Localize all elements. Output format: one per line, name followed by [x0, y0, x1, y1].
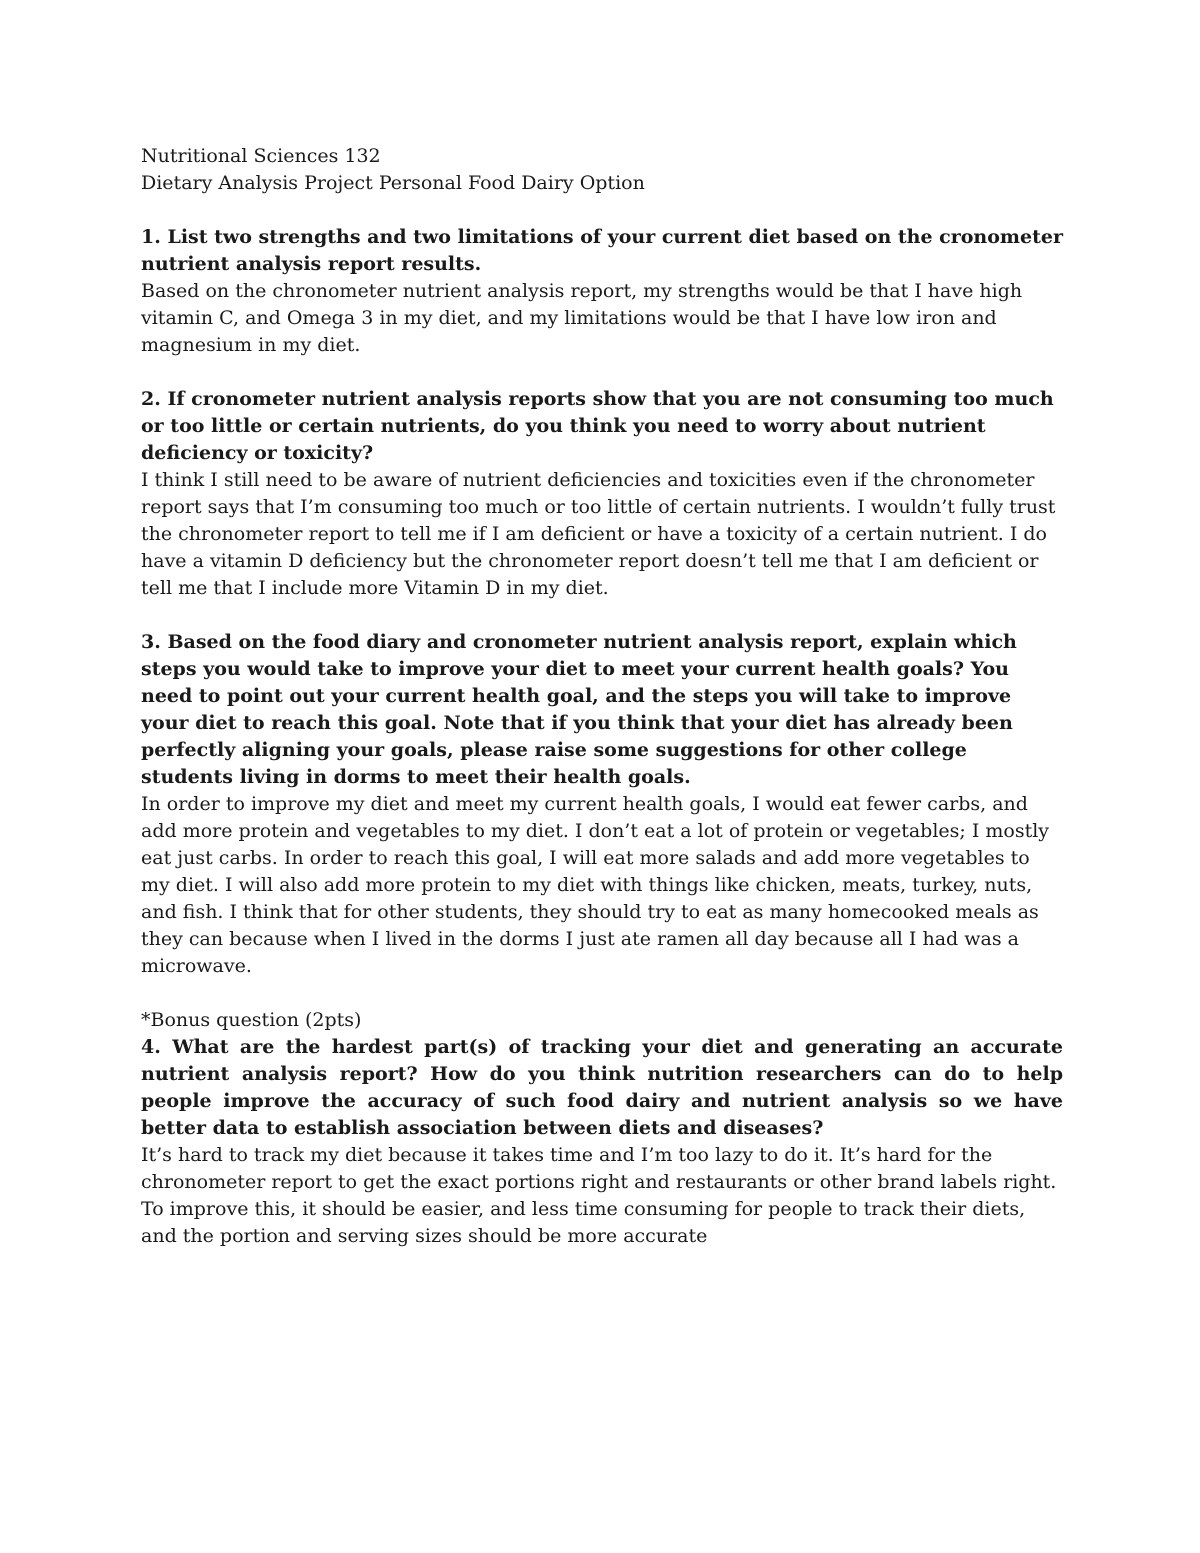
question-number: 1.: [141, 226, 161, 248]
question-3: [141, 629, 1063, 791]
project-title: Dietary Analysis Project Personal Food Dairy Option: [141, 172, 645, 194]
spacer: [141, 602, 1063, 629]
question-number: 4.: [141, 1036, 161, 1058]
bonus-label: *Bonus question (2pts): [141, 1009, 362, 1031]
question-2: [141, 386, 1063, 467]
course-title: Nutritional Sciences 132: [141, 145, 381, 167]
question-number: 2.: [141, 388, 161, 410]
answer-2: I think I still need to be aware of nutrient deficiencies and toxicities even if the chronometer report says that I’m consuming too much or too little of certain nutrients. I wouldn’t fully trust the chronometer report to tell me if I am deficient or have a toxicity of a certain nutrient. I do have a vitamin D deficiency but the chronometer report doesn’t tell me that I am deficient or tell me that I include more Vitamin D in my diet.: [141, 469, 1056, 599]
spacer: [141, 980, 1063, 1007]
document-page: [141, 143, 1063, 1250]
question-text: List two strengths and two limitations of your current diet based on the cronometer nutrient analysis report results.: [141, 226, 1063, 275]
question-text: Based on the food diary and cronometer nutrient analysis report, explain which steps you would take to improve your diet to meet your current health goals? You need to point out your current health goal, and the steps you will take to improve your diet to reach this goal. Note that if you think that your diet has already been perfectly aligning your goals, please raise some suggestions for other college students living in dorms to meet their health goals.: [141, 631, 1017, 788]
spacer: [141, 359, 1063, 386]
question-text: If cronometer nutrient analysis reports show that you are not consuming too much or too little or certain nutrients, do you think you need to worry about nutrient deficiency or toxicity?: [141, 388, 1054, 464]
question-4: [141, 1034, 1063, 1142]
answer-3: In order to improve my diet and meet my current health goals, I would eat fewer carbs, and add more protein and vegetables to my diet. I don’t eat a lot of protein or vegetables; I mostly eat just carbs. In order to reach this goal, I will eat more salads and add more vegetables to my diet. I will also add more protein to my diet with things like chicken, meats, turkey, nuts, and fish. I think that for other students, they should try to eat as many homecooked meals as they can because when I lived in the dorms I just ate ramen all day because all I had was a microwave.: [141, 793, 1050, 977]
question-1: [141, 224, 1063, 278]
spacer: [141, 197, 1063, 224]
answer-4: It’s hard to track my diet because it takes time and I’m too lazy to do it. It’s hard for the chronometer report to get the exact portions right and restaurants or other brand labels right. To improve this, it should be easier, and less time consuming for people to track their diets, and the portion and serving sizes should be more accurate: [141, 1144, 1057, 1247]
question-number: 3.: [141, 631, 161, 653]
answer-1: Based on the chronometer nutrient analysis report, my strengths would be that I have high vitamin C, and Omega 3 in my diet, and my limitations would be that I have low iron and magnesium in my diet.: [141, 280, 1023, 356]
question-text: What are the hardest part(s) of tracking your diet and generating an accurate nutrient analysis report? How do you think nutrition researchers can do to help people improve the accuracy of such food dairy and nutrient analysis so we have better data to establish association between diets and diseases?: [141, 1036, 1063, 1139]
